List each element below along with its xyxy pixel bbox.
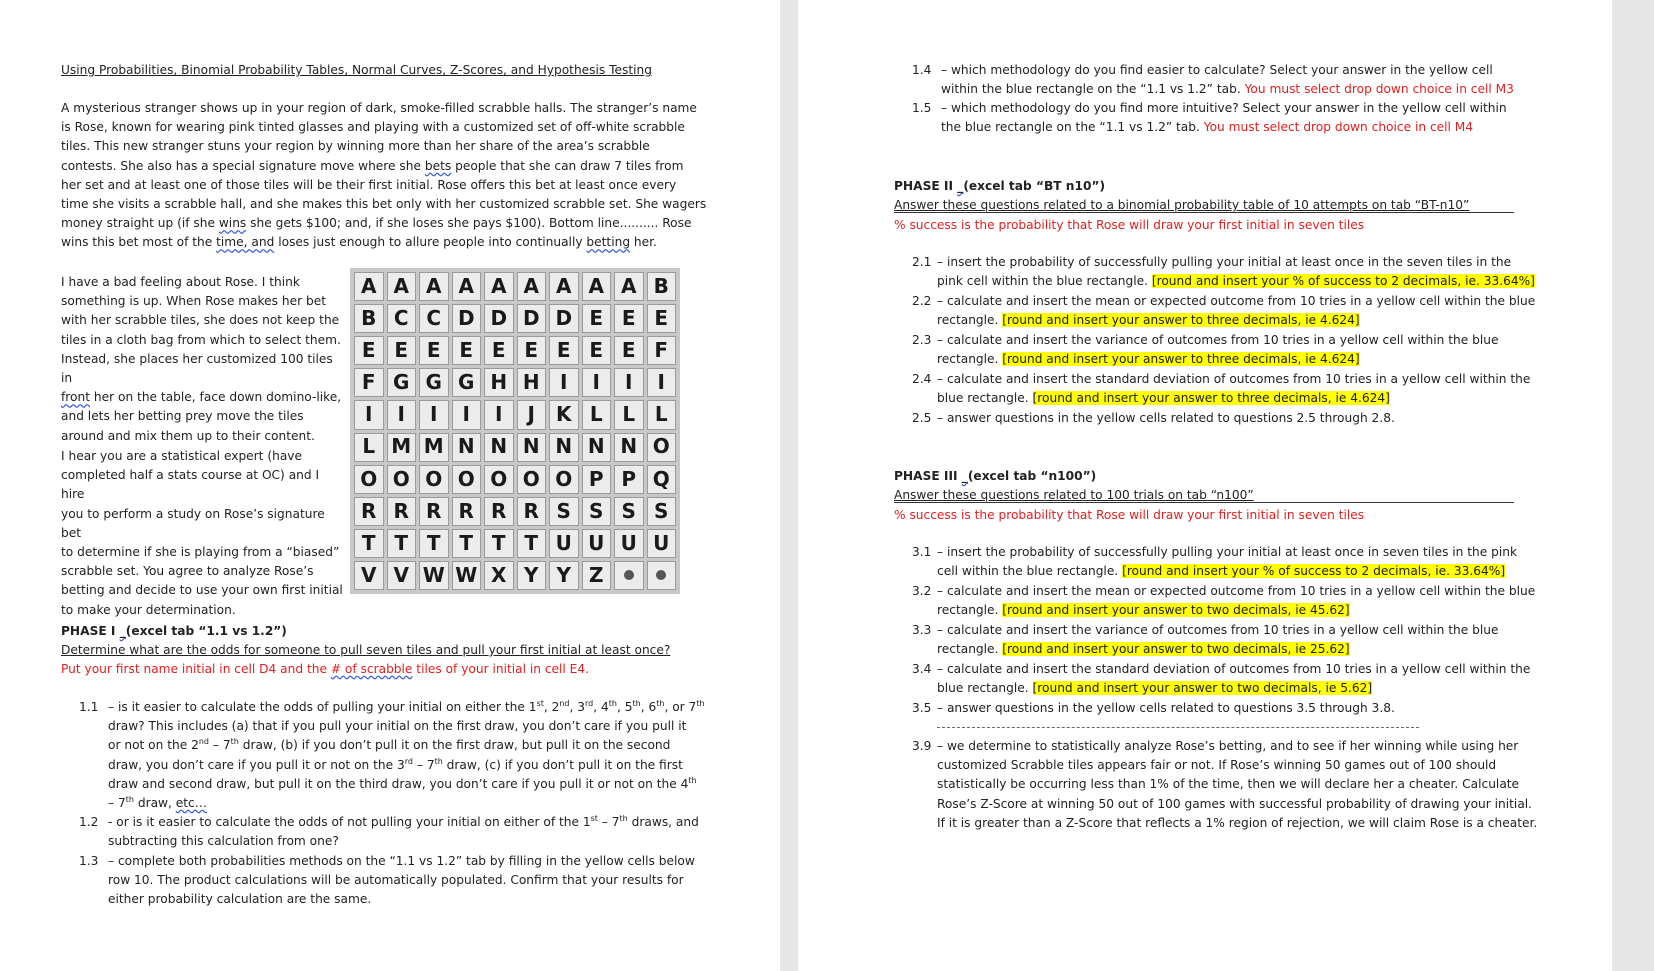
scrabble-tile: O (484, 465, 514, 494)
scrabble-tile: R (387, 497, 417, 526)
hire-paragraph (61, 447, 346, 620)
question-number: 3.5 (912, 701, 932, 715)
scrabble-tile: I (452, 400, 482, 429)
section-divider (937, 727, 1419, 728)
scrabble-tile: D (452, 304, 482, 333)
text-line: – answer questions in the yellow cells related to questions 2.5 through 2.8. (937, 411, 1395, 425)
text-line: tiles. This new stranger stuns your region by winning more than her share of the area’s scrabble (61, 139, 650, 154)
scrabble-tile: N (614, 433, 644, 462)
text-line: to determine if she is playing from a “biased” (61, 545, 340, 560)
scrabble-tile: E (517, 336, 547, 365)
scrabble-tile: C (387, 304, 417, 333)
scrabble-tile: A (517, 272, 547, 301)
text-line: her set and at least one of those tiles will be their first initial. Rose offers this bet at least once every (61, 177, 677, 192)
phase3-rule (894, 502, 1514, 503)
scrabble-tile: O (354, 465, 384, 494)
phase3-question: Answer these questions related to 100 trials on tab “n100” (894, 488, 1254, 502)
scrabble-tile: B (647, 272, 677, 301)
scrabble-tile: E (614, 304, 644, 333)
text-line: If it is greater than a Z-Score that reflects a 1% region of rejection, we will claim Rose is a cheater. (937, 815, 1538, 830)
scrabble-tile: R (517, 497, 547, 526)
scrabble-tile: E (354, 336, 384, 365)
question-number: 2.5 (912, 411, 932, 425)
scrabble-tile: E (387, 336, 417, 365)
question-number: 3.4 (912, 662, 932, 676)
question-number: 1.3 (79, 854, 99, 868)
text-line: – calculate and insert the variance of outcomes from 10 tries in a yellow cell within the blue (937, 333, 1499, 347)
scrabble-tile: X (484, 561, 514, 590)
scrabble-tile: B (354, 304, 384, 333)
scrabble-tile: I (354, 400, 384, 429)
text-line: – is it easier to calculate the odds of pulling your initial on either the 1st, 2nd, 3rd, 4th, 5th, 6th, or 7th (108, 698, 705, 714)
scrabble-tile: E (647, 304, 677, 333)
text-line: – answer questions in the yellow cells related to questions 3.5 through 3.8. (937, 701, 1395, 715)
scrabble-tile: A (614, 272, 644, 301)
scrabble-tile: A (354, 272, 384, 301)
text-line: pink cell within the blue rectangle. [round and insert your % of success to 2 decimals, ie. 33.64%] (937, 274, 1535, 289)
left-page-gutter (780, 0, 798, 971)
question-number: 2.1 (912, 255, 932, 269)
question-number: 2.2 (912, 294, 932, 308)
scrabble-tile: R (419, 497, 449, 526)
document-page-left (0, 0, 780, 971)
scrabble-tile: N (452, 433, 482, 462)
question-number: 1.4 (912, 63, 932, 77)
scrabble-tile: O (647, 433, 677, 462)
scrabble-tile: R (452, 497, 482, 526)
phase1-instruction: Put your first name initial in cell D4 and the # of scrabble tiles of your initial in cell E4. (61, 662, 590, 676)
text-line: money straight up (if she wins she gets $100; and, if she loses she pays $100). Bottom line.......... Rose (61, 216, 692, 231)
scrabble-tile: V (387, 561, 417, 590)
scrabble-tile: Y (517, 561, 547, 590)
text-line: or not on the 2nd – 7th draw, (b) if you don’t pull it on the first draw, but pull it on the second (108, 737, 671, 753)
text-line: I have a bad feeling about Rose. I think (61, 275, 300, 289)
text-line: Rose’s Z-Score at winning 50 out of 100 games with successful probability of drawing your initial. (937, 796, 1533, 811)
scrabble-tile: I (582, 368, 612, 397)
text-line: either probability calculation are the same. (108, 892, 372, 907)
scrabble-tile: N (517, 433, 547, 462)
scrabble-tile: U (549, 529, 579, 558)
text-line: – calculate and insert the standard deviation of outcomes from 10 tries in a yellow cell within the (937, 372, 1531, 386)
text-line: I hear you are a statistical expert (have (61, 449, 302, 463)
scrabble-tile: S (549, 497, 579, 526)
scrabble-tile: Z (582, 561, 612, 590)
text-line: customized Scrabble tiles appears fair or not. If Rose’s winning 50 games out of 100 should (937, 758, 1497, 773)
scrabble-tile: E (614, 336, 644, 365)
text-line: A mysterious stranger shows up in your region of dark, smoke-filled scrabble halls. The stranger’s name (61, 101, 697, 115)
scrabble-tile: S (614, 497, 644, 526)
scrabble-tile: C (419, 304, 449, 333)
text-line: – calculate and insert the standard deviation of outcomes from 10 tries in a yellow cell within the (937, 662, 1531, 676)
text-line: you to perform a study on Rose’s signature bet (61, 506, 325, 540)
text-line: within the blue rectangle on the “1.1 vs 1.2” tab. You must select drop down choice in cell M3 (941, 82, 1514, 97)
phase3-heading: PHASE III _(excel tab “n100”) (894, 469, 1097, 483)
scrabble-tile: I (419, 400, 449, 429)
scrabble-tile: T (517, 529, 547, 558)
scrabble-tile: P (582, 465, 612, 494)
scrabble-tile: G (387, 368, 417, 397)
scrabble-tile: I (387, 400, 417, 429)
scrabble-tile: E (582, 304, 612, 333)
scrabble-tile: E (582, 336, 612, 365)
scrabble-tile: D (517, 304, 547, 333)
scrabble-tile: I (647, 368, 677, 397)
text-line: cell within the blue rectangle. [round and insert your % of success to 2 decimals, ie. 33.64%] (937, 564, 1506, 579)
document-page-right (798, 0, 1612, 971)
blank-tile (614, 561, 644, 590)
phase2-rule (894, 212, 1514, 213)
text-line: scrabble set. You agree to analyze Rose’s (61, 564, 314, 579)
scrabble-tile: V (354, 561, 384, 590)
scrabble-tile: W (452, 561, 482, 590)
scrabble-tile: R (484, 497, 514, 526)
question-number: 1.2 (79, 815, 99, 829)
scrabble-tile: D (549, 304, 579, 333)
scrabble-tile: N (549, 433, 579, 462)
text-line: front her on the table, face down domino-like, (61, 390, 342, 405)
scrabble-tile: U (582, 529, 612, 558)
text-line: rectangle. [round and insert your answer to three decimals, ie 4.624] (937, 352, 1360, 367)
scrabble-tile: T (387, 529, 417, 558)
blank-tile (647, 561, 677, 590)
scrabble-tile: U (614, 529, 644, 558)
scrabble-tile: I (549, 368, 579, 397)
intro-paragraph (61, 99, 761, 253)
scrabble-tile: U (647, 529, 677, 558)
scrabble-tile: A (549, 272, 579, 301)
phase1-heading: PHASE I _(excel tab “1.1 vs 1.2”) (61, 624, 287, 638)
text-line: – insert the probability of successfully pulling your initial at least once in seven tiles in the pink (937, 545, 1518, 559)
text-line: contests. She also has a special signature move where she bets people that she can draw 7 tiles from (61, 158, 684, 173)
scrabble-tile: O (419, 465, 449, 494)
question-number: 3.3 (912, 623, 932, 637)
text-line: – calculate and insert the variance of outcomes from 10 tries in a yellow cell within the blue (937, 623, 1499, 637)
scrabble-tile: I (484, 400, 514, 429)
scrabble-tile: E (452, 336, 482, 365)
question-number: 1.5 (912, 101, 932, 115)
text-line: – we determine to statistically analyze Rose’s betting, and to see if her winning while using her (937, 739, 1519, 753)
text-line: statistically be occurring less than 1% of the time, then we will declare her a cheater. Calculate (937, 777, 1520, 792)
scrabble-tile: L (614, 400, 644, 429)
text-line: – which methodology do you find easier to calculate? Select your answer in the yellow cell (941, 63, 1493, 77)
scrabble-tile: K (549, 400, 579, 429)
phase1-question: Determine what are the odds for someone to pull seven tiles and pull your first initial at least once? (61, 643, 671, 657)
question-number: 3.1 (912, 545, 932, 559)
text-line: – complete both probabilities methods on the “1.1 vs 1.2” tab by filling in the yellow cells below (108, 854, 695, 868)
scrabble-tile: A (452, 272, 482, 301)
text-line: tiles in a cloth bag from which to select them. (61, 332, 341, 347)
text-line: rectangle. [round and insert your answer to two decimals, ie 25.62] (937, 642, 1350, 657)
scrabble-tiles-image (350, 268, 680, 594)
text-line: wins this bet most of the time, and loses just enough to allure people into continually betting her. (61, 235, 657, 250)
scrabble-tile: S (582, 497, 612, 526)
text-line: - or is it easier to calculate the odds of not pulling your initial on either of the 1st – 7th draws, and (108, 813, 699, 829)
scrabble-tile: L (582, 400, 612, 429)
scrabble-tile: D (484, 304, 514, 333)
scrabble-tile: T (354, 529, 384, 558)
scrabble-tile: E (484, 336, 514, 365)
scrabble-tile: L (647, 400, 677, 429)
scrabble-tile: G (452, 368, 482, 397)
scrabble-tile: A (387, 272, 417, 301)
text-line: row 10. The product calculations will be automatically populated. Confirm that your results for (108, 873, 684, 888)
text-line: betting and decide to use your own first initial (61, 583, 343, 598)
scrabble-tile: T (484, 529, 514, 558)
text-line: – calculate and insert the mean or expected outcome from 10 tries in a yellow cell within the blue (937, 584, 1536, 598)
scrabble-tile: L (354, 433, 384, 462)
text-line: rectangle. [round and insert your answer to two decimals, ie 45.62] (937, 603, 1350, 618)
text-line: Instead, she places her customized 100 tiles in (61, 351, 333, 386)
text-line: completed half a stats course at OC) and I hire (61, 468, 320, 502)
scrabble-tile: O (387, 465, 417, 494)
phase2-instruction: % success is the probability that Rose will draw your first initial in seven tiles (894, 218, 1365, 232)
scrabble-tile: H (484, 368, 514, 397)
scrabble-tile: T (419, 529, 449, 558)
scrabble-tile: P (614, 465, 644, 494)
scrabble-tile: M (387, 433, 417, 462)
scrabble-tile: R (354, 497, 384, 526)
text-line: – which methodology do you find more intuitive? Select your answer in the yellow cell within (941, 101, 1507, 115)
scrabble-tile: G (419, 368, 449, 397)
phase2-heading: PHASE II _(excel tab “BT n10”) (894, 179, 1106, 193)
text-line: – calculate and insert the mean or expected outcome from 10 tries in a yellow cell within the blue (937, 294, 1536, 308)
text-line: draw, you don’t care if you pull it or not on the 3rd – 7th draw, (c) if you don’t pull it on the first (108, 756, 683, 772)
question-number: 3.9 (912, 739, 932, 753)
scrabble-tile: Y (549, 561, 579, 590)
scrabble-tile: F (647, 336, 677, 365)
scrabble-tile: O (549, 465, 579, 494)
scrabble-tile: H (517, 368, 547, 397)
text-line: something is up. When Rose makes her bet (61, 294, 326, 309)
question-number: 1.1 (79, 700, 99, 714)
text-line: – 7th draw, etc… (108, 794, 207, 811)
text-line: subtracting this calculation from one? (108, 834, 339, 849)
scrabble-tile: S (647, 497, 677, 526)
scrabble-tile: T (452, 529, 482, 558)
scrabble-tile: A (484, 272, 514, 301)
phase3-instruction: % success is the probability that Rose will draw your first initial in seven tiles (894, 508, 1365, 522)
text-line: – insert the probability of successfully pulling your initial at least once in the seven tiles in the (937, 255, 1512, 269)
scrabble-tile: A (582, 272, 612, 301)
document-title: Using Probabilities, Binomial Probability Tables, Normal Curves, Z-Scores, and Hypothesis Testing (61, 63, 652, 77)
text-line: blue rectangle. [round and insert your answer to two decimals, ie 5.62] (937, 681, 1373, 696)
question-number: 2.3 (912, 333, 932, 347)
text-line: is Rose, known for wearing pink tinted glasses and playing with a customized set of off-white scrabble (61, 120, 685, 135)
scrabble-tile: N (484, 433, 514, 462)
scrabble-tile: O (452, 465, 482, 494)
text-line: and lets her betting prey move the tiles (61, 409, 304, 424)
text-line: rectangle. [round and insert your answer to three decimals, ie 4.624] (937, 313, 1360, 328)
scrabble-tile: W (419, 561, 449, 590)
text-line: with her scrabble tiles, she does not keep the (61, 313, 340, 328)
text-line: to make your determination. (61, 602, 236, 617)
text-line: blue rectangle. [round and insert your answer to three decimals, ie 4.624] (937, 391, 1390, 406)
right-page-gutter (1612, 0, 1654, 971)
text-line: draw? This includes (a) that if you pull your initial on the first draw, you don’t care if you pull it (108, 719, 687, 734)
scrabble-tile: J (517, 400, 547, 429)
scrabble-tile: A (419, 272, 449, 301)
scrabble-tile: M (419, 433, 449, 462)
suspicion-paragraph (61, 273, 346, 446)
text-line: draw and second draw, but pull it on the third draw, you don’t care if you pull it or not on the 4th (108, 775, 697, 791)
scrabble-tile: N (582, 433, 612, 462)
phase2-question: Answer these questions related to a binomial probability table of 10 attempts on tab “BT-n10” (894, 198, 1470, 212)
question-number: 3.2 (912, 584, 932, 598)
text-line: the blue rectangle on the “1.1 vs 1.2” tab. You must select drop down choice in cell M4 (941, 120, 1474, 135)
scrabble-tile: E (419, 336, 449, 365)
text-line: time she visits a scrabble hall, and she makes this bet only with her customized scrabble set. She wagers (61, 197, 707, 212)
text-line: around and mix them up to their content. (61, 428, 315, 443)
scrabble-tile: Q (647, 465, 677, 494)
scrabble-tile: F (354, 368, 384, 397)
question-number: 2.4 (912, 372, 932, 386)
scrabble-tile: E (549, 336, 579, 365)
scrabble-tile: O (517, 465, 547, 494)
scrabble-tile: I (614, 368, 644, 397)
